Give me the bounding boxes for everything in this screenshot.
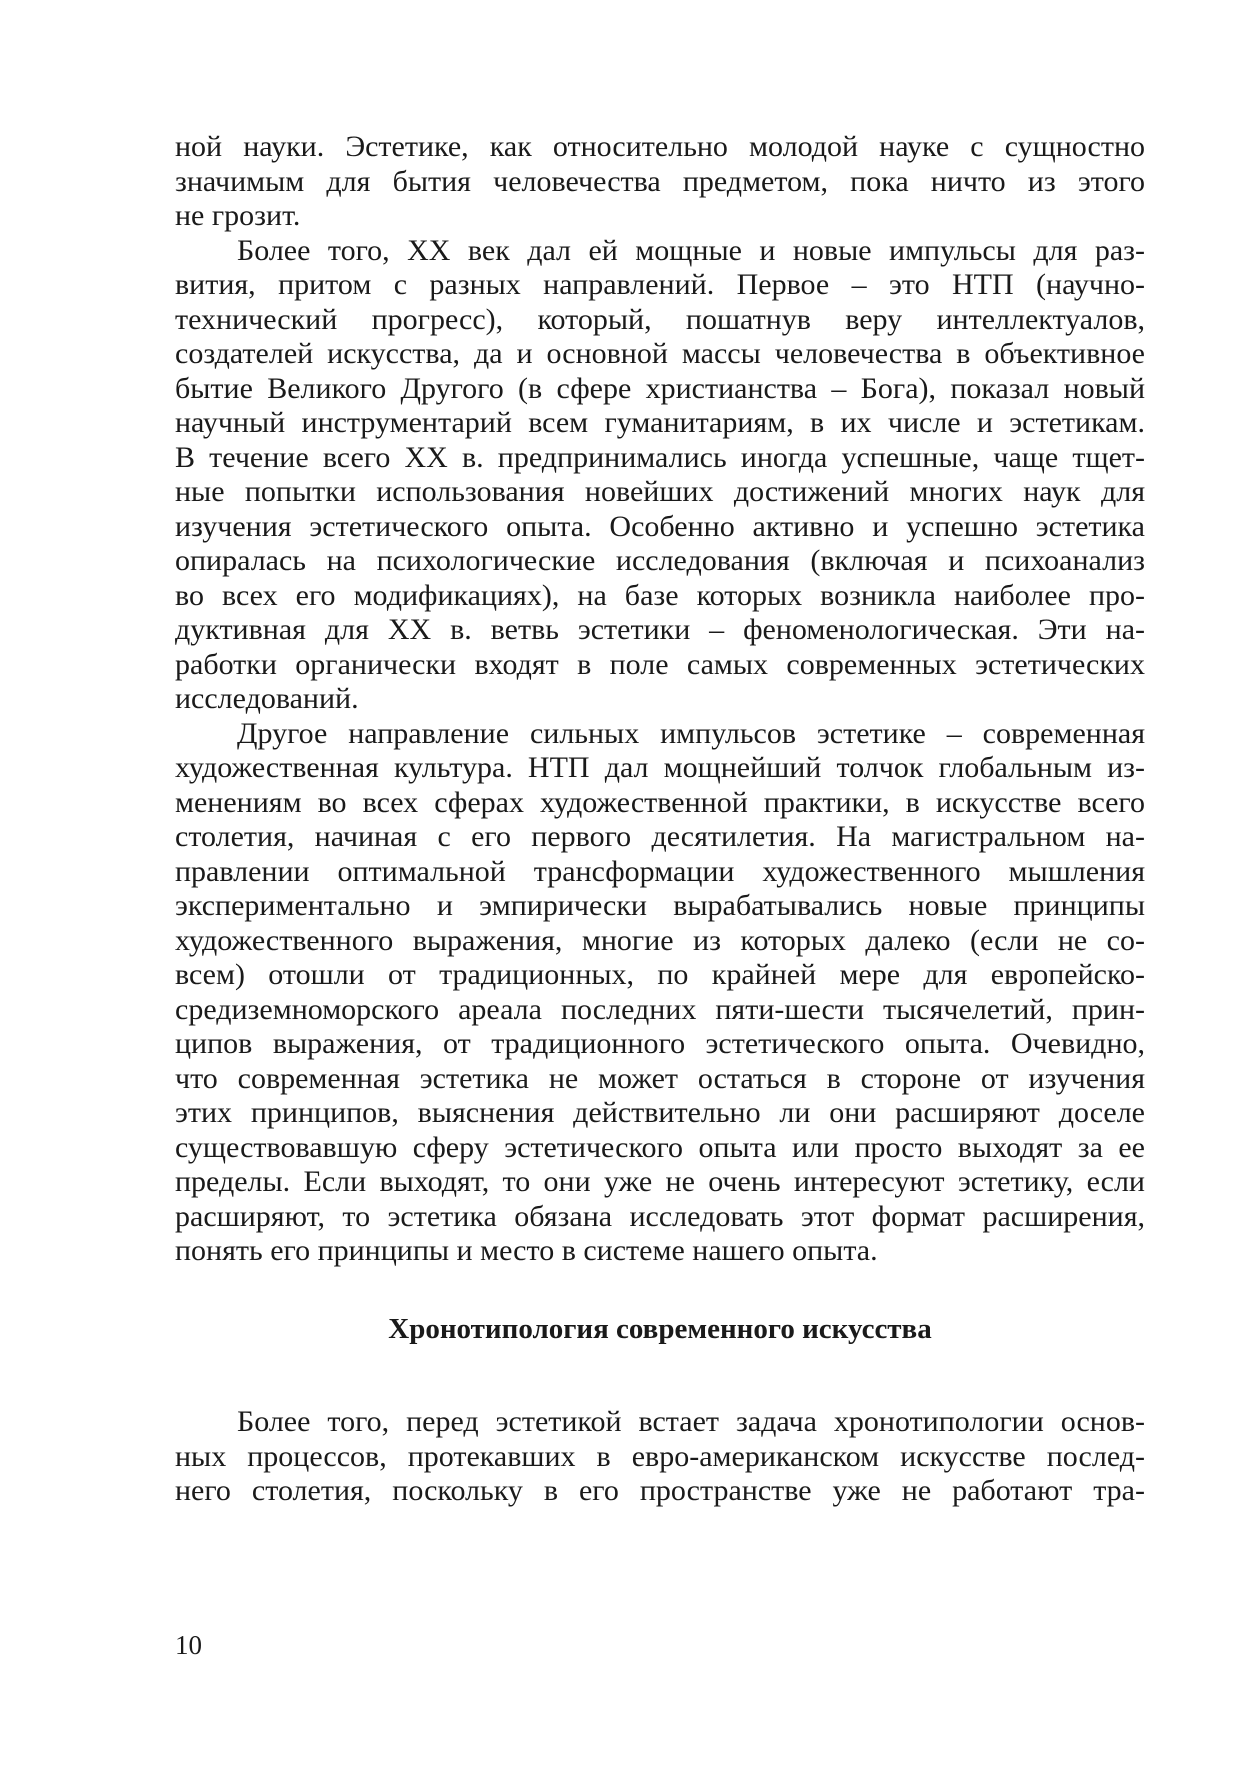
text-line: пределы. Если выходят, то они уже не очень интересуют эстетику, если bbox=[175, 1165, 1145, 1198]
text-line: экспериментально и эмпирически вырабатывались новые принципы bbox=[175, 889, 1145, 922]
paragraph-first-line: Более того, перед эстетикой встает задача хронотипологии основ- bbox=[237, 1405, 1145, 1438]
text-line: во всех его модификациях), на базе которых возникла наиболее про- bbox=[175, 578, 1145, 612]
text-line: технический прогресс), который, пошатнув веру интеллектуалов, bbox=[175, 302, 1145, 336]
body-text-after-heading bbox=[175, 1405, 1145, 1509]
text-line: расширяют, то эстетика обязана исследовать этот формат расширения, bbox=[175, 1199, 1145, 1233]
text-line: художественного выражения, многие из которых далеко (если не со- bbox=[175, 923, 1145, 957]
page-number: 10 bbox=[175, 1630, 202, 1660]
text-line: работки органически входят в поле самых современных эстетических bbox=[175, 647, 1145, 681]
text-line: правлении оптимальной трансформации художественного мышления bbox=[175, 854, 1145, 888]
body-text-before-heading bbox=[175, 130, 1145, 1269]
text-line: научный инструментарий всем гуманитариям, в их числе и эстетикам. bbox=[175, 406, 1145, 439]
paragraph-first-line: Более того, XX век дал ей мощные и новые импульсы для раз- bbox=[237, 233, 1145, 267]
text-line: бытие Великого Другого (в сфере христианства – Бога), показал новый bbox=[175, 371, 1145, 405]
text-line: опиралась на психологические исследования (включая и психоанализ bbox=[175, 544, 1145, 577]
text-line: художественная культура. НТП дал мощнейший толчок глобальным из- bbox=[175, 751, 1145, 784]
text-line: всем) отошли от традиционных, по крайней мере для европейско- bbox=[175, 958, 1145, 991]
text-line: него столетия, поскольку в его пространстве уже не работают тра- bbox=[175, 1474, 1145, 1507]
paragraph-first-line: Другое направление сильных импульсов эстетике – современная bbox=[237, 716, 1145, 750]
text-line: средиземноморского ареала последних пяти-шести тысячелетий, прин- bbox=[175, 992, 1145, 1026]
text-line: исследований. bbox=[175, 682, 359, 715]
text-line: изучения эстетического опыта. Особенно активно и успешно эстетика bbox=[175, 509, 1145, 543]
text-line: В течение всего XX в. предпринимались иногда успешные, чаще тщет- bbox=[175, 440, 1145, 474]
text-line: дуктивная для XX в. ветвь эстетики – феноменологическая. Эти на- bbox=[175, 613, 1145, 646]
text-line: столетия, начиная с его первого десятилетия. На магистральном на- bbox=[175, 820, 1145, 853]
text-line: понять его принципы и место в системе нашего опыта. bbox=[175, 1234, 878, 1267]
text-line: этих принципов, выяснения действительно ли они расширяют доселе bbox=[175, 1096, 1145, 1129]
text-line: ных процессов, протекавших в евро-американском искусстве послед- bbox=[175, 1439, 1145, 1473]
text-line: создателей искусства, да и основной массы человечества в объективное bbox=[175, 337, 1145, 370]
text-line: ципов выражения, от традиционного эстетического опыта. Очевидно, bbox=[175, 1027, 1145, 1060]
text-line: значимым для бытия человечества предметом, пока ничто из этого bbox=[175, 164, 1145, 198]
text-line: вития, притом с разных направлений. Первое – это НТП (научно- bbox=[175, 268, 1145, 301]
text-line: что современная эстетика не может остаться в стороне от изучения bbox=[175, 1061, 1145, 1095]
text-line: ной науки. Эстетике, как относительно молодой науке с сущностно bbox=[175, 130, 1145, 163]
text-line: существовавшую сферу эстетического опыта или просто выходят за ее bbox=[175, 1130, 1145, 1164]
text-line: не грозит. bbox=[175, 199, 301, 232]
text-line: менениям во всех сферах художественной практики, в искусстве всего bbox=[175, 785, 1145, 819]
section-heading: Хронотипология современного искусства bbox=[388, 1313, 932, 1345]
text-line: ные попытки использования новейших достижений многих наук для bbox=[175, 475, 1145, 508]
